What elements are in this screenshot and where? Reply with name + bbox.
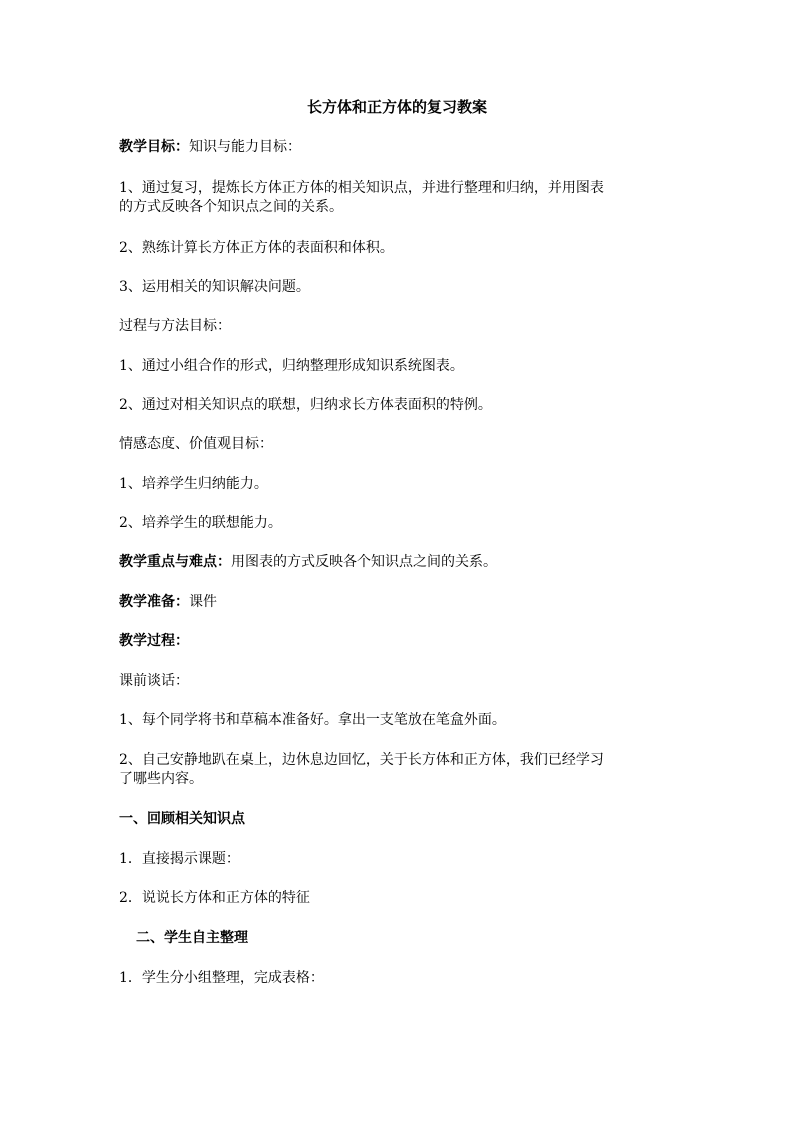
document-title: 长方体和正方体的复习教案 <box>306 98 487 116</box>
objectives-line <box>119 138 679 157</box>
process-item-1: 1、通过小组合作的形式，归纳整理形成知识系统图表。 <box>119 358 464 374</box>
key-points-heading: 教学重点与难点： <box>119 554 231 570</box>
preparation-line <box>119 593 679 612</box>
process-objectives-heading: 过程与方法目标： <box>119 318 231 334</box>
emotion-objectives-heading: 情感态度、价值观目标： <box>119 436 273 452</box>
teaching-process-heading: 教学过程： <box>119 633 189 649</box>
pre-talk-heading: 课前谈话： <box>119 673 189 689</box>
knowledge-item-2: 2、熟练计算长方体正方体的表面积和体积。 <box>119 240 394 256</box>
section-2-item-1: 1．学生分小组整理，完成表格： <box>119 970 324 986</box>
pre-talk-item-2b: 了哪些内容。 <box>119 771 203 787</box>
knowledge-item-1b: 的方式反映各个知识点之间的关系。 <box>119 199 343 215</box>
objectives-heading: 教学目标： <box>119 139 189 155</box>
emotion-item-2: 2、培养学生的联想能力。 <box>119 515 282 531</box>
knowledge-item-1a: 1、通过复习，提炼长方体正方体的相关知识点，并进行整理和归纳，并用图表 <box>119 180 604 196</box>
preparation-text: 课件 <box>189 594 217 610</box>
knowledge-item-3: 3、运用相关的知识解决问题。 <box>119 279 310 295</box>
objectives-intro: 知识与能力目标： <box>189 139 301 155</box>
preparation-heading: 教学准备： <box>119 594 189 610</box>
emotion-item-1: 1、培养学生归纳能力。 <box>119 476 268 492</box>
key-points-text: 用图表的方式反映各个知识点之间的关系。 <box>231 554 497 570</box>
section-2-heading: 二、学生自主整理 <box>136 930 248 946</box>
section-1-item-1: 1．直接揭示课题： <box>119 851 240 867</box>
pre-talk-item-1: 1、每个同学将书和草稿本准备好。拿出一支笔放在笔盒外面。 <box>119 712 506 728</box>
process-item-2: 2、通过对相关知识点的联想，归纳求长方体表面积的特例。 <box>119 397 492 413</box>
key-points-line <box>119 553 679 572</box>
section-1-heading: 一、回顾相关知识点 <box>119 811 245 827</box>
pre-talk-item-2a: 2、自己安静地趴在桌上，边休息边回忆，关于长方体和正方体，我们已经学习 <box>119 752 604 768</box>
section-1-item-2: 2．说说长方体和正方体的特征 <box>119 890 310 906</box>
